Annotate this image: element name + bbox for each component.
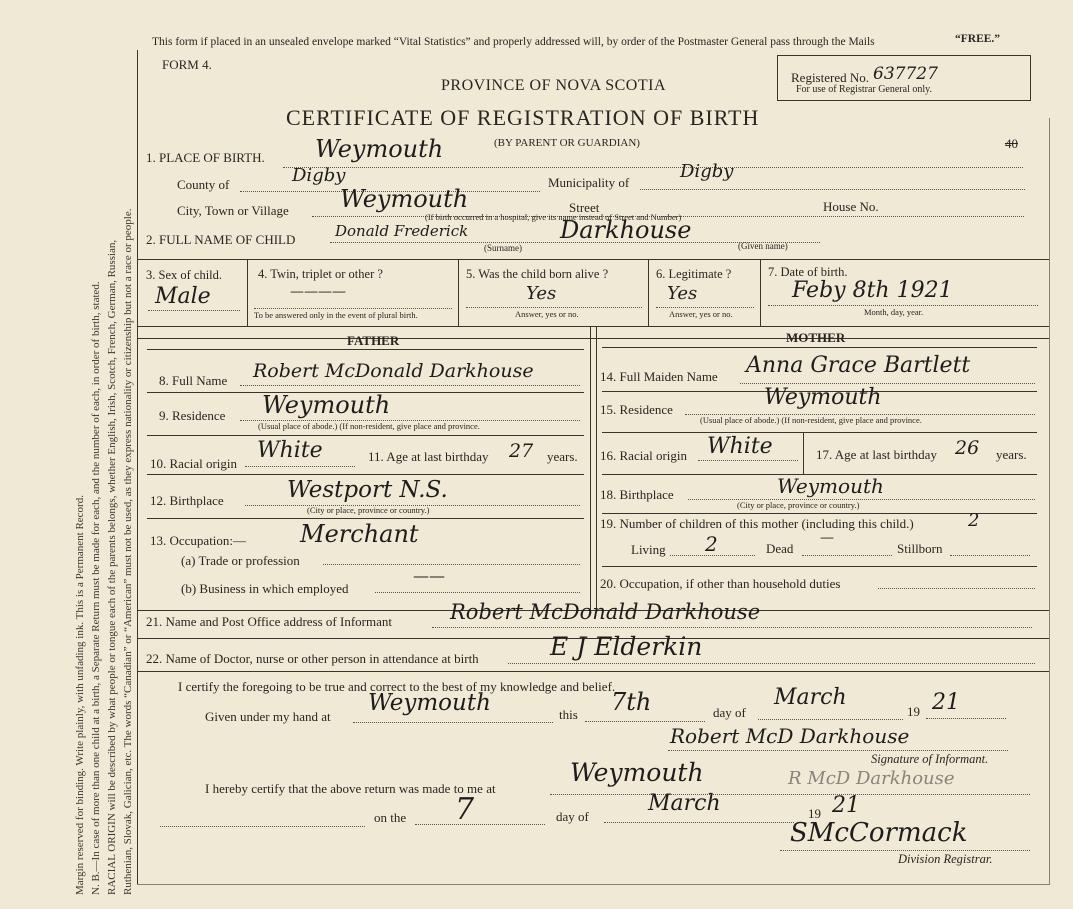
form-number: FORM 4.: [162, 57, 212, 72]
dead-label: Dead: [766, 541, 794, 556]
living-label: Living: [631, 542, 666, 557]
father-heading: FATHER: [347, 333, 400, 348]
hereby-text: I hereby certify that the above return was made to me at: [205, 781, 496, 796]
sex-value: Male: [155, 284, 211, 309]
living-value: 2: [705, 532, 718, 556]
given-name-note: (Given name): [738, 241, 788, 251]
informant-value: Robert McDonald Darkhouse: [450, 600, 761, 624]
mother-abode-note: (Usual place of abode.) (If non-resident, give place and province.: [700, 415, 922, 425]
business-label: (b) Business in which employed: [181, 581, 349, 596]
on-the-label: on the: [374, 810, 407, 825]
father-residence-label: 9. Residence: [159, 408, 226, 423]
father-abode-note: (Usual place of abode.) (If non-resident, give place and province.: [258, 421, 480, 431]
made-month-value: March: [648, 791, 721, 816]
made-at-value: Weymouth: [570, 758, 704, 787]
place-of-birth-value: Weymouth: [315, 135, 444, 163]
yes-no-note-2: Answer, yes or no.: [669, 309, 733, 319]
city-label: City, Town or Village: [177, 203, 289, 218]
father-occupation-value: Merchant: [300, 520, 419, 548]
city-value: Weymouth: [340, 185, 469, 213]
given-under-label: Given under my hand at: [205, 709, 331, 724]
mother-years-label: years.: [996, 447, 1027, 462]
margin-note-1: Margin reserved for binding. Write plainly, with unfading ink. This is a Permanent Record.: [74, 495, 86, 895]
hospital-note: (If birth occurred in a hospital, give its name instead of Street and Number): [425, 212, 682, 222]
dead-value: —: [820, 530, 834, 546]
legitimate-label: 6. Legitimate ?: [656, 267, 732, 281]
province-heading: PROVINCE OF NOVA SCOTIA: [441, 77, 667, 94]
registrar-use-note: For use of Registrar General only.: [796, 84, 932, 95]
mother-city-note: (City or place, province or country.): [737, 500, 860, 510]
division-registrar-label: Division Registrar.: [898, 852, 993, 866]
municipality-value: Digby: [680, 161, 734, 182]
father-name-value: Robert McDonald Darkhouse: [253, 360, 534, 382]
occupation-label: 13. Occupation:—: [150, 533, 247, 548]
num-children-value: 2: [968, 510, 980, 531]
father-age-value: 27: [509, 440, 534, 462]
trade-label: (a) Trade or profession: [181, 553, 300, 568]
father-name-label: 8. Full Name: [159, 373, 228, 388]
stillborn-label: Stillborn: [897, 541, 943, 556]
born-alive-label: 5. Was the child born alive ?: [466, 267, 609, 281]
municipality-label: Municipality of: [548, 175, 630, 190]
top-note: This form if placed in an unsealed envelope marked “Vital Statistics” and properly addressed will, by order of the Postmaster General pass through the Mails: [152, 36, 875, 48]
father-age-label: 11. Age at last birthday: [368, 449, 489, 464]
county-value: Digby: [292, 165, 346, 186]
surname-note: (Surname): [484, 243, 522, 253]
mother-age-label: 17. Age at last birthday: [816, 447, 937, 462]
father-years-label: years.: [547, 449, 578, 464]
mother-racial-value: White: [707, 434, 773, 459]
mother-residence-label: 15. Residence: [600, 402, 673, 417]
registered-label: Registered No.: [791, 70, 869, 85]
place-of-birth-label: 1. PLACE OF BIRTH.: [146, 150, 265, 165]
doctor-label: 22. Name of Doctor, nurse or other person in attendance at birth: [146, 651, 479, 666]
given-year-value: 21: [932, 690, 960, 715]
struck-mark: 40: [1005, 136, 1018, 151]
informant-label: 21. Name and Post Office address of Informant: [146, 614, 392, 629]
father-racial-value: White: [257, 438, 323, 463]
dob-value: Feby 8th 1921: [792, 278, 953, 303]
mother-name-value: Anna Grace Bartlett: [746, 353, 971, 378]
mother-name-label: 14. Full Maiden Name: [600, 369, 718, 384]
informant-signature: Robert McD Darkhouse: [670, 724, 910, 748]
certify-text: I certify the foregoing to be true and correct to the best of my knowledge and belief.: [178, 679, 616, 694]
twin-note: To be answered only in the event of plural birth.: [254, 310, 418, 320]
twin-value: ————: [290, 284, 346, 300]
registered-number: 637727: [873, 64, 938, 84]
subtitle: (BY PARENT OR GUARDIAN): [494, 137, 640, 149]
dob-note: Month, day, year.: [864, 307, 924, 317]
child-given-value: Donald Frederick: [335, 222, 469, 240]
child-surname-value: Darkhouse: [560, 216, 692, 244]
given-day-value: 7th: [611, 688, 652, 716]
margin-note-4: Ruthenian, Slovak, Galician, etc. The words “Canadian” or “American” must not be used, as they express nationality or citizenship but not a race or people.: [122, 208, 134, 895]
margin-note-3: RACIAL ORIGIN will be described by what people or tongue each of the parents belongs, whether English, Irish, Scotch, French, German, Russian,: [106, 239, 118, 895]
year-prefix-1: 19: [907, 704, 920, 719]
business-dash: ——: [413, 566, 445, 585]
form-left-border: [137, 50, 138, 885]
day-of-label-2: day of: [556, 809, 589, 824]
father-city-note: (City or place, province or country.): [307, 505, 430, 515]
father-residence-value: Weymouth: [262, 391, 391, 419]
mother-residence-value: Weymouth: [764, 385, 882, 410]
father-racial-label: 10. Racial origin: [150, 456, 238, 471]
house-no-label: House No.: [823, 199, 879, 214]
year-prefix-2: 19: [808, 806, 821, 821]
mother-birthplace-value: Weymouth: [777, 474, 884, 498]
dob-label: 7. Date of birth.: [768, 265, 848, 279]
legitimate-value: Yes: [667, 283, 698, 304]
made-day-value: 7: [455, 792, 475, 827]
made-signature: R McD Darkhouse: [788, 768, 955, 789]
county-label: County of: [177, 177, 230, 192]
signature-informant-label: Signature of Informant.: [871, 752, 989, 766]
day-of-label-1: day of: [713, 705, 746, 720]
born-alive-value: Yes: [526, 283, 557, 304]
certificate-title: CERTIFICATE OF REGISTRATION OF BIRTH: [286, 105, 760, 130]
twin-label: 4. Twin, triplet or other ?: [258, 267, 383, 281]
street-label: Street: [569, 200, 600, 215]
given-place-value: Weymouth: [368, 690, 491, 716]
this-label: this: [559, 707, 578, 722]
registrar-signature: SMcCormack: [790, 818, 968, 848]
yes-no-note-1: Answer, yes or no.: [515, 309, 579, 319]
mother-birthplace-label: 18. Birthplace: [600, 487, 674, 502]
free-label: “FREE.”: [955, 33, 1001, 45]
margin-note-2: N. B.—In case of more than one child at a birth, a Separate Return must be made for each, and the number of each, in order of birth, stated.: [90, 281, 102, 895]
mother-age-value: 26: [955, 437, 980, 459]
mother-racial-label: 16. Racial origin: [600, 448, 688, 463]
num-children-label: 19. Number of children of this mother (including this child.): [600, 516, 914, 531]
made-year-value: 21: [832, 793, 860, 818]
given-month-value: March: [774, 685, 847, 710]
father-birthplace-value: Westport N.S.: [287, 477, 448, 503]
mother-heading: MOTHER: [786, 330, 846, 345]
father-birthplace-label: 12. Birthplace: [150, 493, 224, 508]
child-name-label: 2. FULL NAME OF CHILD: [146, 232, 296, 247]
doctor-value: E J Elderkin: [550, 632, 703, 661]
form-right-border: [1049, 118, 1050, 885]
mother-occupation-label: 20. Occupation, if other than household duties: [600, 576, 841, 591]
sex-label: 3. Sex of child.: [146, 268, 223, 282]
